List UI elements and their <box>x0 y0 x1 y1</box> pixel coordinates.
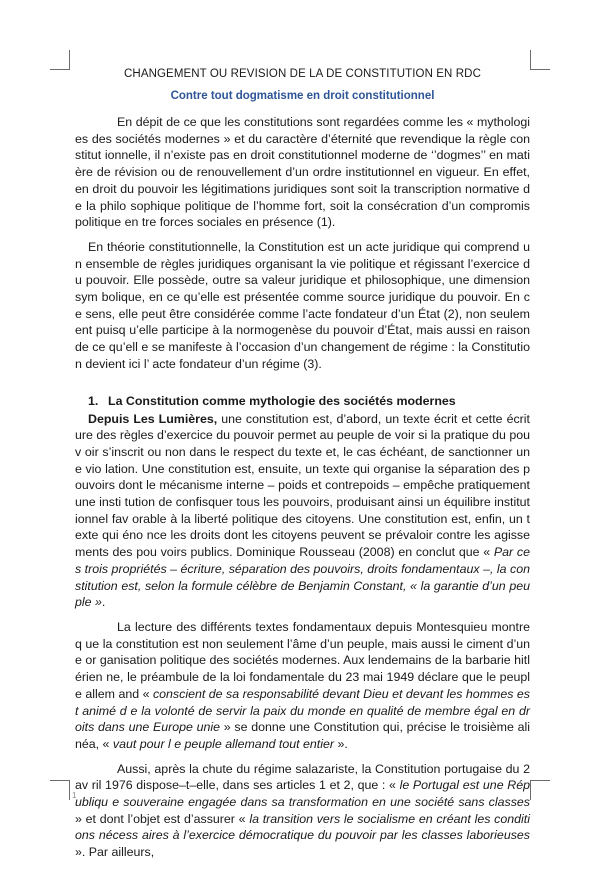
body-text: » se donne une Constitution qui, précise le troisième alinéa, « <box>75 720 530 751</box>
quote-text: la transition vers le socialisme en créant les conditions nécess aires à l’exercice démocratique du pouvoir par les classes laborieuses <box>75 811 530 843</box>
crop-mark-top-left-vertical <box>69 50 70 70</box>
body-text: une constitution est, d’abord, un texte écrit et cette écrit ure des règles d’exercice du pouvoir permet au peuple de voir si la pratique du pouv oir s’inscrit ou non dans le respect du texte et, le cas échéant, de sanctionner une vio lation. Une constitution est, ensuite, un texte qui organise la séparation des pouvoirs dont le mécanisme interne – poids et contrepoids – empêche pratiquement une insti tution de confisquer tous les pouvoirs, produisant ainsi un équilibre institutionnel fav orable à la liberté politique des citoyens. Une constitution est, enfin, un texte qui éno nce les droits dont les citoyens peuvent se prévaloir contre les agissements des pou voirs publics. Dominique Rousseau (2008) en conclut que « <box>75 411 530 560</box>
quote-text: Par ces trois propriétés – écriture, séparation des pouvoirs, droits fondamentaux –, la constitution est, selon la formule célèbre de Benjamin Constant, « la garantie d’un peuple » <box>75 545 530 610</box>
lead-bold-text: Depuis Les Lumières, <box>88 411 218 426</box>
document-subtitle: Contre tout dogmatisme en droit constitutionnel <box>170 90 435 102</box>
intro-paragraph-1: En dépit de ce que les constitutions sont regardées comme les « mythologies des sociétés modernes » et du caractère d’éternité que revendique la règle constitut ionnelle, il n’existe pas en droit constitutionnel moderne de ‘’dogmes’’ en matière de révision ou de renouvellement d’un ordre institutionnel en vigueur. En effet, en droit du pouvoir les légitimations juridiques sont soit la transcription normative de la philo sophique politique de l’homme fort, soit la consécration d’un compromis politique en tre forces sociales en présence (1). <box>75 115 530 230</box>
crop-mark-top-right-vertical <box>530 50 531 70</box>
document-body <box>75 68 530 869</box>
body-text: La lecture des différents textes fondamentaux depuis Montesquieu montre q ue la constitution est non seulement l’âme d’un peuple, mais aussi le ciment d’une or ganisation politique des sociétés modernes. Aux lendemains de la barbarie hitlérien ne, le préambule de la loi fondamentale du 23 mai 1949 déclare que le peuple allem and « <box>75 619 530 701</box>
crop-mark-top-left-horizontal <box>50 69 70 70</box>
crop-mark-bottom-right-vertical <box>530 780 531 800</box>
body-text: » et dont l’objet est d’assurer « <box>75 811 250 826</box>
section-paragraph-1 <box>75 411 530 611</box>
page-number: 1 <box>72 791 77 800</box>
document-title: CHANGEMENT OU REVISION DE LA DE CONSTITUTION EN RDC <box>124 68 481 80</box>
crop-mark-bottom-left-horizontal <box>50 780 70 781</box>
section-heading <box>75 394 530 408</box>
section-heading-text: La Constitution comme mythologie des sociétés modernes <box>108 393 456 408</box>
quote-text: vaut pour l e peuple allemand tout entier <box>112 736 335 751</box>
crop-mark-bottom-right-horizontal <box>530 780 550 781</box>
section-paragraph-3 <box>75 761 530 861</box>
body-text-end: . <box>101 595 106 610</box>
section-number: 1. <box>88 393 99 408</box>
quote-text: le Portugal est une Républiqu e souveraine engagée dans sa transformation en une société sans classes <box>75 778 530 810</box>
crop-mark-bottom-left-vertical <box>69 780 70 800</box>
intro-paragraph-2: En théorie constitutionnelle, la Constitution est un acte juridique qui comprend u n ensemble de règles juridiques organisant la vie politique et régissant l’exercice du pouvoir. Elle possède, outre sa valeur juridique et philosophique, une dimension sym bolique, en ce qu’elle est présentée comme source juridique du pouvoir. En ce sens, elle peut être considérée comme l’acte fondateur d’un État (2), non seulement puisq u’elle participe à la normogenèse du pouvoir d’État, mais aussi en raison de ce qu’ell e se manifeste à l’occasion d’un changement de régime : la Constitution devient ici l’ acte fondateur d’un régime (3). <box>75 239 530 371</box>
section-paragraph-2 <box>75 619 530 753</box>
body-text-end: ». <box>334 736 348 751</box>
quote-text: conscient de sa responsabilité devant Dieu et devant les hommes est animé d e la volonté de servir la paix du monde en qualité de membre égal en droits dans une Europe unie <box>75 686 530 735</box>
body-text-end: ». Par ailleurs, <box>75 845 155 860</box>
body-text: Aussi, après la chute du régime salazariste, la Constitution portugaise du 2 av ril 1976 dispose–t–elle, dans ses articles 1 et 2, que : « <box>75 761 530 793</box>
crop-mark-top-right-horizontal <box>530 69 550 70</box>
